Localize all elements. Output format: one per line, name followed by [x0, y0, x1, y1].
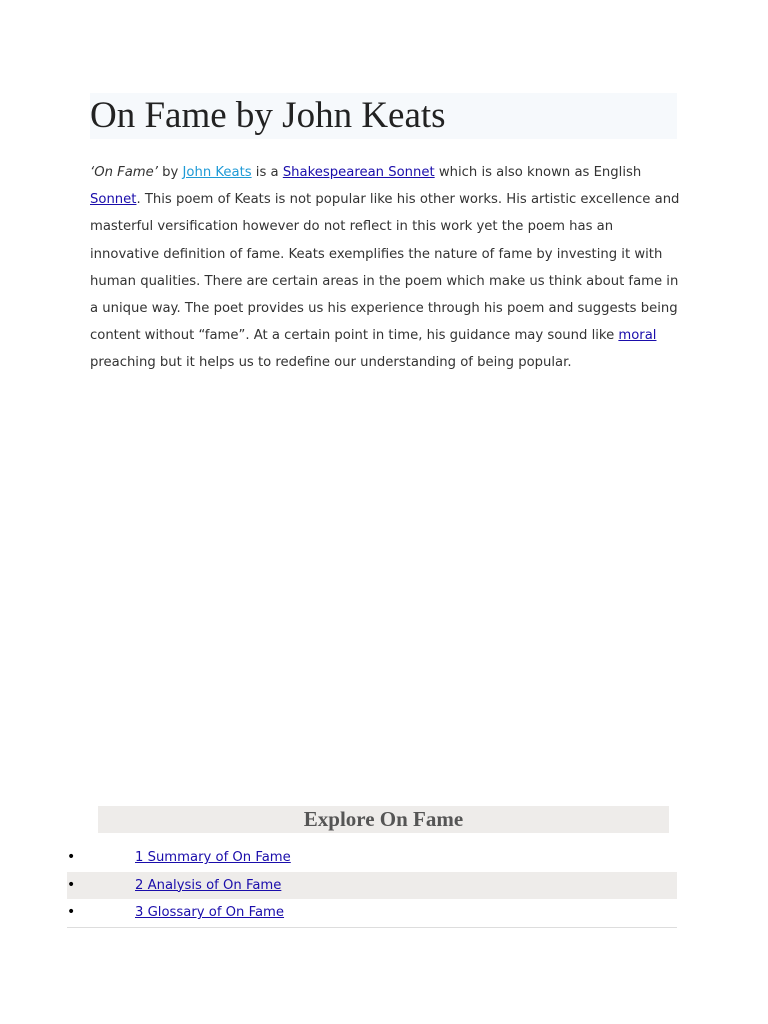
john-keats-link[interactable]: John Keats — [182, 165, 252, 180]
intro-text-5: preaching but it helps us to redefine our understanding of being popular. — [90, 355, 572, 371]
intro-text-2: is a — [251, 165, 283, 180]
sonnet-link[interactable]: Sonnet — [90, 192, 137, 208]
moral-link[interactable]: moral — [618, 328, 657, 344]
intro-text-3: which is also known as English — [434, 165, 642, 180]
toc-link-glossary[interactable]: 3 Glossary of On Fame — [135, 905, 285, 920]
bullet-icon: • — [67, 904, 76, 920]
toc-link-analysis[interactable]: 2 Analysis of On Fame — [135, 877, 282, 893]
toc-link-summary[interactable]: 1 Summary of On Fame — [135, 850, 291, 865]
table-of-contents — [67, 844, 677, 928]
toc-item-summary — [67, 844, 677, 872]
bullet-icon: • — [67, 876, 76, 893]
explore-heading: Explore On Fame — [303, 807, 464, 831]
toc-item-glossary — [67, 899, 677, 928]
intro-paragraph — [90, 159, 680, 377]
intro-text-4: . This poem of Keats is not popular like his other works. His artistic excellence and masterful versification however do not reflect in this work yet the poem has an innovative definition of fame. Keats exemplifies the nature of fame by investing it with human qualities. There are certain areas in the poem which make us think about fame in a unique way. The poet provides us his experience through his poem and suggests being content without “fame”. At a certain point in time, his guidance may sound like — [90, 192, 680, 344]
poem-name: ‘On Fame’ — [90, 165, 158, 180]
bullet-icon: • — [67, 849, 76, 865]
page-title: On Fame by John Keats — [90, 95, 446, 136]
toc-item-analysis — [67, 872, 677, 900]
intro-text-1: by — [157, 165, 183, 180]
shakespearean-sonnet-link[interactable]: Shakespearean Sonnet — [282, 165, 435, 180]
